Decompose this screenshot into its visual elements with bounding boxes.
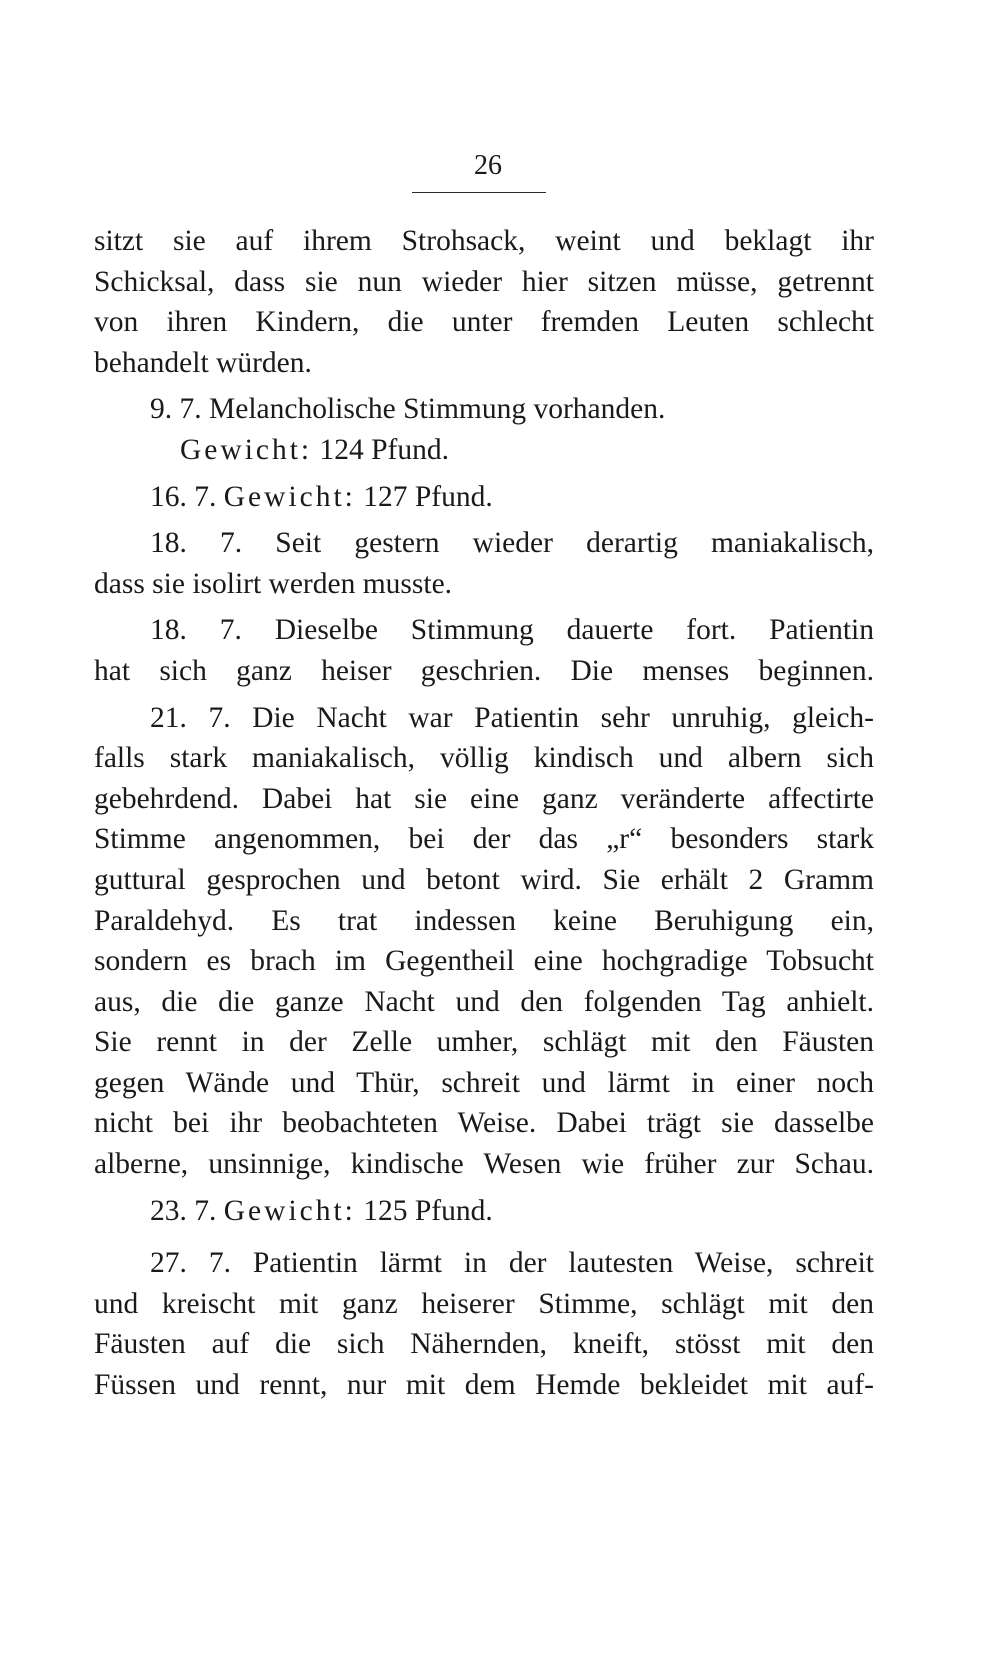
text-line: 27. 7. Patientin lärmt in der lautesten Weise, schreit — [150, 1247, 874, 1280]
text-line: nicht bei ihr beobachteten Weise. Dabei trägt sie dasselbe — [94, 1107, 874, 1140]
text-line: Paraldehyd. Es trat indessen keine Beruhigung ein, — [94, 904, 874, 937]
text-line: 9. 7. Melancholische Stimmung vorhanden. — [150, 393, 666, 426]
text-line: und kreischt mit ganz heiserer Stimme, schlägt mit den — [94, 1287, 874, 1320]
text-line: gegen Wände und Thür, schreit und lärmt in einer noch — [94, 1066, 874, 1099]
text-line: 21. 7. Die Nacht war Patientin sehr unruhig, gleich- — [150, 701, 874, 734]
text-line: 18. 7. Dieselbe Stimmung dauerte fort. Patientin — [150, 614, 874, 647]
text-line: Gewicht: 124 Pfund. — [180, 433, 449, 466]
text-line: hat sich ganz heiser geschrien. Die menses beginnen. — [94, 654, 874, 687]
text-line: gebehrdend. Dabei hat sie eine ganz veränderte affectirte — [94, 782, 874, 815]
text-line: 23. 7. Gewicht: 125 Pfund. — [150, 1194, 493, 1227]
text-line: von ihren Kindern, die unter fremden Leuten schlecht — [94, 306, 874, 339]
body-text — [94, 221, 874, 1406]
text-line: aus, die die ganze Nacht und den folgenden Tag anhielt. — [94, 985, 874, 1018]
text-line: guttural gesprochen und betont wird. Sie erhält 2 Gramm — [94, 863, 874, 896]
text-line: Füssen und rennt, nur mit dem Hemde bekleidet mit auf- — [94, 1369, 874, 1402]
text-line: Stimme angenommen, bei der das „r“ besonders stark — [94, 823, 874, 856]
text-line: falls stark maniakalisch, völlig kindisch und albern sich — [94, 742, 874, 775]
page-number: 26 — [474, 150, 502, 181]
text-line: dass sie isolirt werden musste. — [94, 567, 453, 600]
text-line: Sie rennt in der Zelle umher, schlägt mit den Fäusten — [94, 1026, 874, 1059]
text-line: Schicksal, dass sie nun wieder hier sitzen müsse, getrennt — [94, 265, 874, 298]
text-line: 18. 7. Seit gestern wieder derartig maniakalisch, — [150, 527, 874, 560]
text-line: behandelt würden. — [94, 346, 312, 379]
header-rule — [412, 192, 546, 193]
text-line: sitzt sie auf ihrem Strohsack, weint und beklagt ihr — [94, 225, 874, 257]
text-line: Fäusten auf die sich Nähernden, kneift, stösst mit den — [94, 1328, 874, 1361]
text-line: sondern es brach im Gegentheil eine hochgradige Tobsucht — [94, 945, 874, 978]
text-line: 16. 7. Gewicht: 127 Pfund. — [150, 480, 493, 513]
text-line: alberne, unsinnige, kindische Wesen wie früher zur Schau. — [94, 1148, 874, 1181]
